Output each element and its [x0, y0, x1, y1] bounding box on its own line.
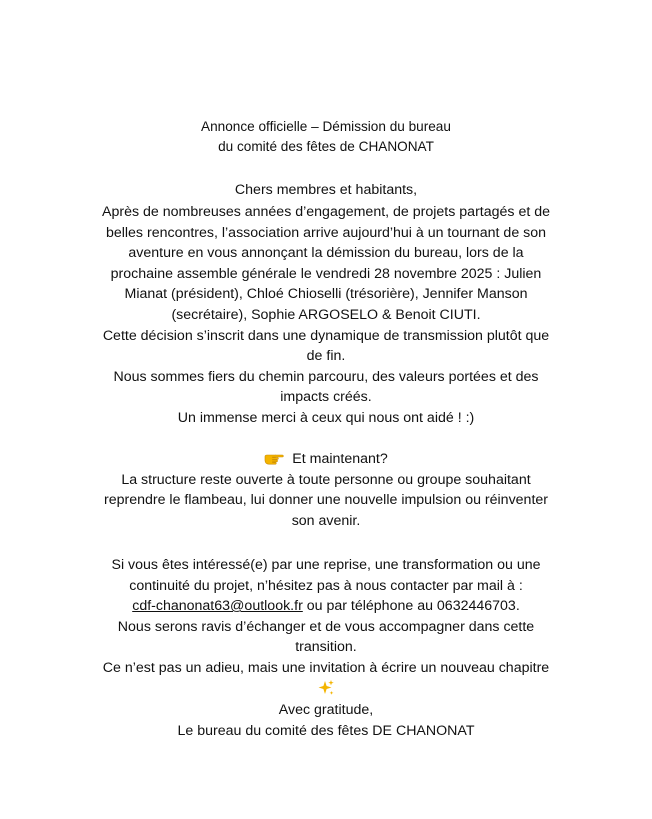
sparkle-line	[60, 679, 592, 701]
email-link[interactable]: cdf-chanonat63@outlook.fr	[132, 598, 303, 615]
contact-section	[60, 555, 592, 741]
contact-line-6: Ce n’est pas un adieu, mais une invitation à écrire un nouveau chapitre	[102, 659, 550, 676]
announcement-title	[60, 117, 592, 157]
greeting-text: Chers membres et habitants,	[234, 182, 418, 198]
intro-line: Nous sommes fiers du chemin parcouru, des valeurs portées et des	[113, 368, 539, 385]
next-steps-section	[60, 449, 592, 531]
contact-line-5: transition.	[295, 639, 357, 656]
greeting	[60, 180, 592, 201]
intro-line: belles rencontres, l’association arrive aujourd’hui à un tournant de son	[105, 224, 547, 241]
sparkles-icon	[317, 679, 335, 697]
next-steps-line: son avenir.	[291, 512, 361, 529]
intro-line: impacts créés.	[280, 389, 372, 406]
intro-line: aventure en vous annonçant la démission du bureau, lors de la	[128, 245, 524, 262]
contact-line-1: Si vous êtes intéressé(e) par une reprise, une transformation ou une	[111, 557, 541, 573]
intro-line: prochaine assemble générale le vendredi 28 novembre 2025 : Julien	[110, 265, 542, 282]
closing-text: Avec gratitude,	[278, 702, 374, 719]
intro-line: Un immense merci à ceux qui nous ont aidé ! :)	[177, 409, 475, 426]
contact-line-4: Nous serons ravis d’échanger et de vous accompagner dans cette	[117, 618, 535, 635]
next-steps-heading-text: Et maintenant?	[292, 451, 388, 467]
intro-line: Cette décision s’inscrit dans une dynamique de transmission plutôt que	[102, 327, 550, 344]
intro-paragraph	[60, 202, 592, 429]
intro-line: Mianat (président), Chloé Chioselli (trésorière), Jennifer Manson	[124, 286, 528, 303]
contact-line-2: continuité du projet, n’hésitez pas à nous contacter par mail à :	[129, 577, 523, 594]
next-steps-heading	[60, 449, 592, 470]
next-steps-line: La structure reste ouverte à toute personne ou groupe souhaitant	[121, 471, 531, 488]
next-steps-line: reprendre le flambeau, lui donner une nouvelle impulsion ou réinventer	[103, 492, 549, 509]
signature-text: Le bureau du comité des fêtes DE CHANONAT	[177, 722, 475, 739]
phone-text: par téléphone au 0632446703.	[322, 598, 520, 615]
intro-line: Après de nombreuses années d’engagement, de projets partagés et de	[102, 204, 550, 220]
title-line-1: Annonce officielle – Démission du bureau	[201, 119, 451, 134]
pointing-hand-icon	[264, 450, 284, 466]
title-line-2: du comité des fêtes de CHANONAT	[218, 139, 434, 154]
contact-line-3	[60, 596, 592, 617]
intro-line: (secrétaire), Sophie ARGOSELO & Benoit CIUTI.	[171, 306, 481, 323]
or-text: ou	[302, 598, 323, 615]
intro-line: de fin.	[306, 348, 346, 365]
